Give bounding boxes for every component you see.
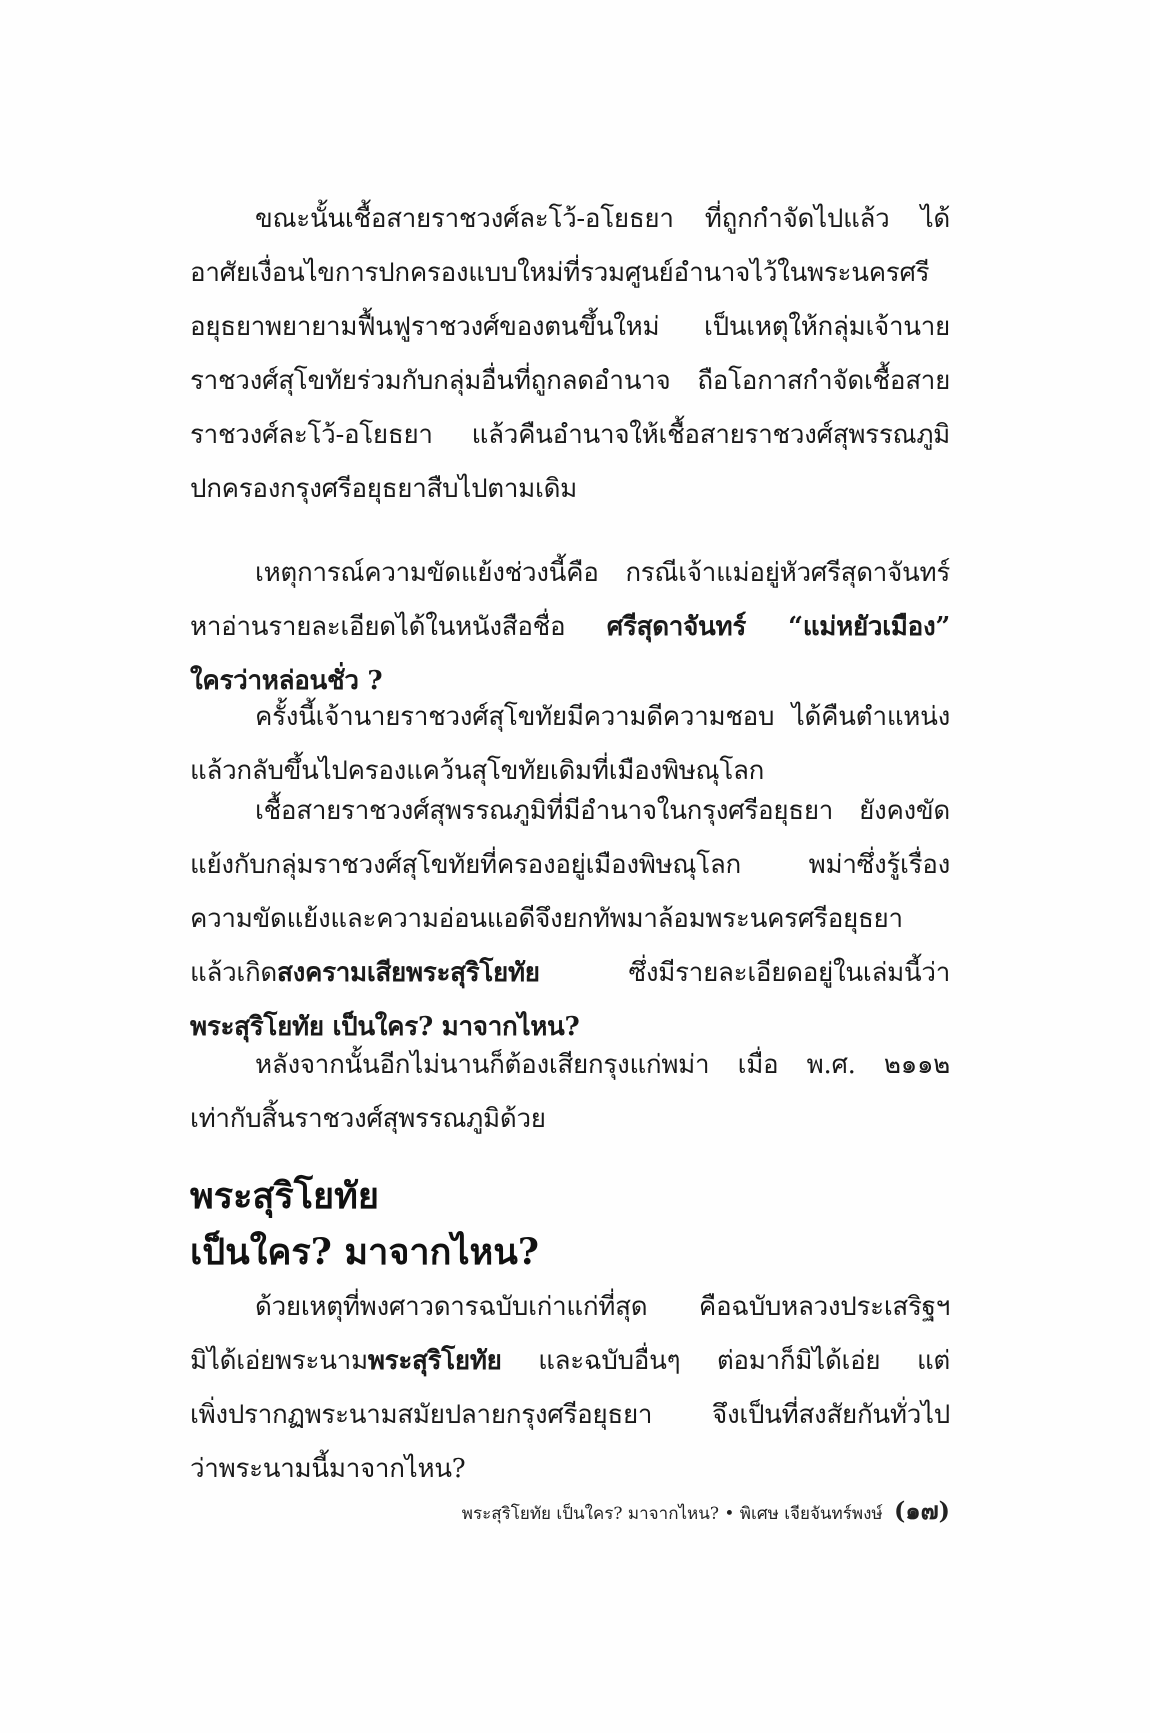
section-heading-line-1: พระสุริโยทัย — [190, 1175, 379, 1217]
plain-text: มิได้เอ่ยพระนาม — [190, 1346, 368, 1376]
paragraph-line: เท่ากับสิ้นราชวงศ์สุพรรณภูมิด้วย — [190, 1104, 546, 1134]
bold-text: พระสุริโยทัย — [367, 1346, 502, 1376]
paragraph-line: อยุธยาพยายามฟื้นฟูราชวงศ์ของตนขึ้นใหม่ เป็นเหตุให้กลุ่มเจ้านาย — [190, 312, 950, 342]
paragraph-line: ครั้งนี้เจ้านายราชวงศ์สุโขทัยมีความดีความชอบ ได้คืนตำแหน่ง — [255, 702, 950, 732]
paragraph-line: ปกครองกรุงศรีอยุธยาสืบไปตามเดิม — [190, 474, 578, 504]
paragraph-line: ราชวงศ์สุโขทัยร่วมกับกลุ่มอื่นที่ถูกลดอำนาจ ถือโอกาสกำจัดเชื้อสาย — [190, 366, 950, 396]
plain-text: หาอ่านรายละเอียดได้ในหนังสือชื่อ — [190, 612, 566, 642]
paragraph-line: ความขัดแย้งและความอ่อนแอดีจึงยกทัพมาล้อมพระนครศรีอยุธยา — [190, 904, 903, 934]
plain-text: แล้วเกิด — [190, 958, 278, 988]
paragraph-line: แย้งกับกลุ่มราชวงศ์สุโขทัยที่ครองอยู่เมืองพิษณุโลก พม่าซึ่งรู้เรื่อง — [190, 850, 950, 880]
page-footer — [190, 1494, 950, 1528]
book-title-text: ศรีสุดาจันทร์ “แม่หยัวเมือง” — [606, 612, 950, 642]
paragraph-line — [190, 948, 950, 998]
section-heading-line-2: เป็นใคร? มาจากไหน? — [190, 1231, 539, 1273]
running-title: พระสุริโยทัย เป็นใคร? มาจากไหน? • พิเศษ เจียจันทร์พงษ์ — [461, 1504, 883, 1524]
paragraph-line: เหตุการณ์ความขัดแย้งช่วงนี้คือ กรณีเจ้าแม่อยู่หัวศรีสุดาจันทร์ — [255, 558, 950, 588]
paragraph-line: เชื้อสายราชวงศ์สุพรรณภูมิที่มีอำนาจในกรุงศรีอยุธยา ยังคงขัด — [255, 796, 950, 826]
paragraph-line: ขณะนั้นเชื้อสายราชวงศ์ละโว้-อโยธยา ที่ถูกกำจัดไปแล้ว ได้ — [255, 204, 950, 234]
paragraph-line: ราชวงศ์ละโว้-อโยธยา แล้วคืนอำนาจให้เชื้อสายราชวงศ์สุพรรณภูมิ — [190, 420, 950, 450]
paragraph-line — [190, 602, 950, 652]
plain-text: และฉบับอื่นๆ ต่อมาก็มิได้เอ่ย แต่ — [538, 1346, 950, 1376]
book-title-text: ใครว่าหล่อนชั่ว ? — [190, 666, 383, 696]
paragraph-line: แล้วกลับขึ้นไปครองแคว้นสุโขทัยเดิมที่เมืองพิษณุโลก — [190, 756, 765, 786]
bold-text: สงครามเสียพระสุริโยทัย — [277, 958, 540, 988]
paragraph-line: ว่าพระนามนี้มาจากไหน? — [190, 1454, 466, 1484]
paragraph-line — [190, 1336, 950, 1386]
paragraph-line: ด้วยเหตุที่พงศาวดารฉบับเก่าแก่ที่สุด คือฉบับหลวงประเสริฐฯ — [255, 1292, 950, 1322]
plain-text: ซึ่งมีรายละเอียดอยู่ในเล่มนี้ว่า — [628, 958, 950, 988]
paragraph-line: หลังจากนั้นอีกไม่นานก็ต้องเสียกรุงแก่พม่า เมื่อ พ.ศ. ๒๑๑๒ — [255, 1050, 950, 1080]
paragraph-line: อาศัยเงื่อนไขการปกครองแบบใหม่ที่รวมศูนย์อำนาจไว้ในพระนครศรี — [190, 258, 930, 288]
page-number: (๑๗) — [894, 1496, 950, 1525]
bold-text: พระสุริโยทัย เป็นใคร? มาจากไหน? — [190, 1012, 580, 1042]
paragraph-line: เพิ่งปรากฏพระนามสมัยปลายกรุงศรีอยุธยา จึงเป็นที่สงสัยกันทั่วไป — [190, 1400, 950, 1430]
